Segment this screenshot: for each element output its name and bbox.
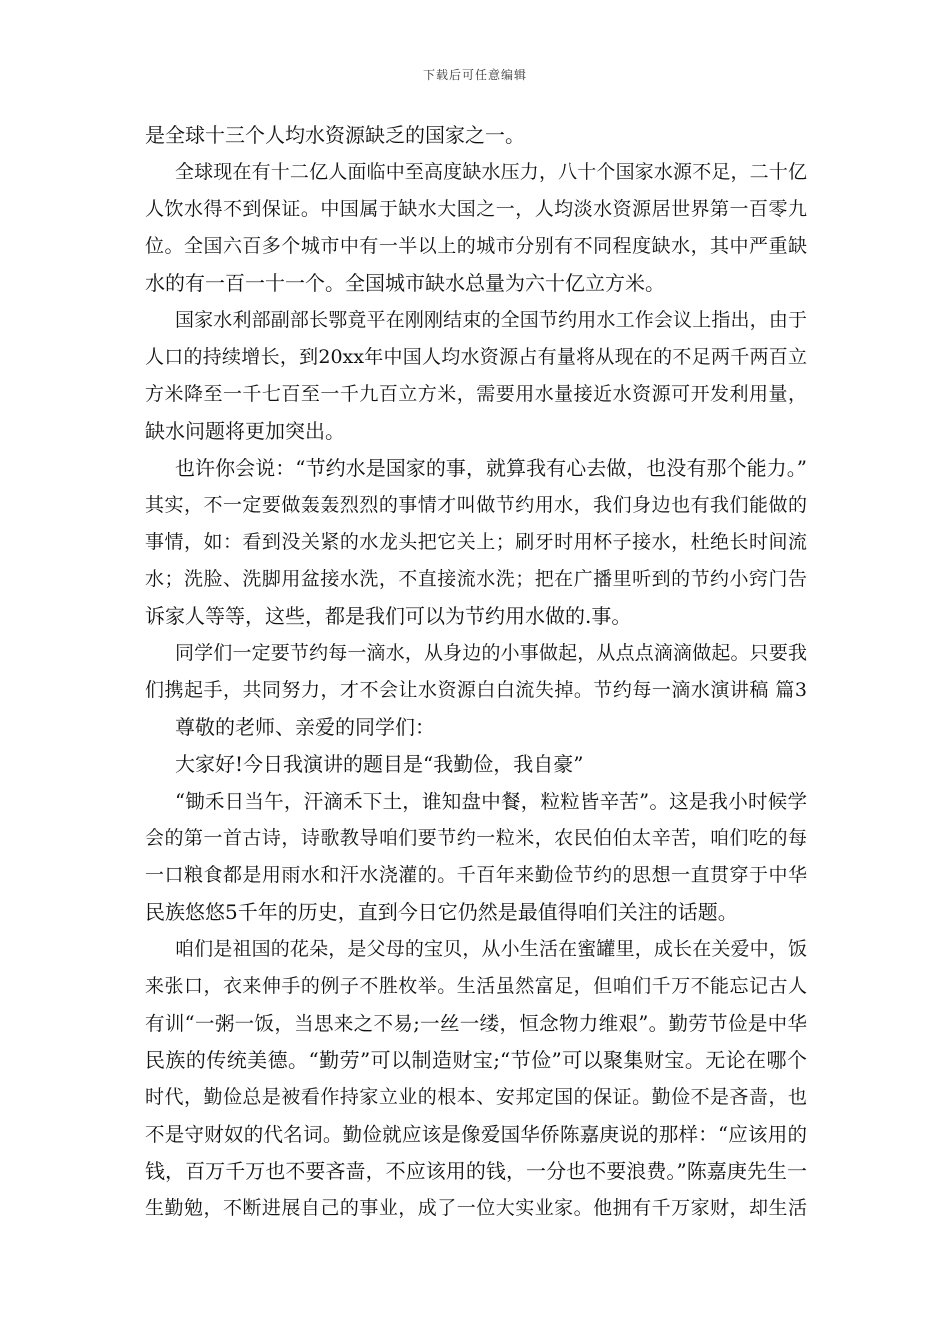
text-line: 位。全国六百多个城市中有一半以上的城市分别有不同程度缺水，其中严重缺 [145,235,807,257]
text-line: 钱，百万千万也不要吝啬，不应该用的钱，一分也不要浪费。”陈嘉庚先生一 [145,1159,807,1183]
text-line: 人饮水得不到保证。中国属于缺水大国之一，人均淡水资源居世界第一百零九 [145,198,807,220]
text-line: 缺水问题将更加突出。 [145,419,345,443]
page-header: 下载后可任意编辑 [422,68,527,82]
text-line: 方米降至一千七百至一千九百立方米，需要用水量接近水资源可开发利用量， [145,383,807,405]
text-line: 是全球十三个人均水资源缺乏的国家之一。 [145,123,525,147]
text-line: 们携起手，共同努力，才不会让水资源白白流失掉。节约每一滴水演讲稿 篇3 [145,679,807,701]
text-line: 来张口，衣来伸手的例子不胜枚举。生活虽然富足，但咱们千万不能忘记古人 [145,975,807,997]
text-line: 有训“一粥一饭，当思来之不易;一丝一缕，恒念物力维艰”。勤劳节俭是中华 [145,1012,807,1035]
text-line: 其实，不一定要做轰轰烈烈的事情才叫做节约用水，我们身边也有我们能做的 [145,494,807,516]
text-line: 水的有一百一十一个。全国城市缺水总量为六十亿立方米。 [145,271,665,295]
text-line: 民族的传统美德。“勤劳”可以制造财宝;“节俭”可以聚集财宝。无论在哪个 [145,1048,807,1072]
document-body [145,117,807,1227]
text-line: 人口的持续增长，到20xx年中国人均水资源占有量将从现在的不足两千两百立 [145,346,807,368]
text-line: 一口粮食都是用雨水和汗水浇灌的。千百年来勤俭节约的思想一直贯穿于中华 [145,864,807,886]
text-line: 也许你会说：“节约水是国家的事，就算我有心去做，也没有那个能力。” [175,456,807,480]
text-line: 会的第一首古诗，诗歌教导咱们要节约一粒米，农民伯伯太辛苦，咱们吃的每 [145,827,807,849]
text-line: 咱们是祖国的花朵，是父母的宝贝，从小生活在蜜罐里，成长在关爱中，饭 [175,938,807,960]
text-line: 同学们一定要节约每一滴水，从身边的小事做起，从点点滴滴做起。只要我 [175,642,807,664]
text-line: “锄禾日当午，汗滴禾下土，谁知盘中餐，粒粒皆辛苦”。这是我小时候学 [175,790,807,813]
text-line: 不是守财奴的代名词。勤俭就应该是像爱国华侨陈嘉庚说的那样：“应该用的 [145,1123,807,1146]
text-line: 时代，勤俭总是被看作持家立业的根本、安邦定国的保证。勤俭不是吝啬，也 [145,1086,807,1108]
text-line: 大家好!今日我演讲的题目是“我勤俭，我自豪” [175,752,584,776]
text-line: 事情，如：看到没关紧的水龙头把它关上；刷牙时用杯子接水，杜绝长时间流 [145,531,807,553]
text-line: 民族悠悠5千年的历史，直到今日它仍然是最值得咱们关注的话题。 [145,900,738,924]
text-line: 水；洗脸、洗脚用盆接水洗，不直接流水洗；把在广播里听到的节约小窍门告 [145,568,807,590]
text-line: 国家水利部副部长鄂竟平在刚刚结束的全国节约用水工作会议上指出，由于 [175,309,807,331]
text-line: 尊敬的老师、亲爱的同学们： [175,715,435,739]
text-line: 全球现在有十二亿人面临中至高度缺水压力，八十个国家水源不足，二十亿 [175,161,807,183]
text-line: 诉家人等等，这些，都是我们可以为节约用水做的.事。 [145,604,632,628]
text-line: 生勤勉，不断进展自己的事业，成了一位大实业家。他拥有千万家财，却生活 [145,1197,807,1219]
